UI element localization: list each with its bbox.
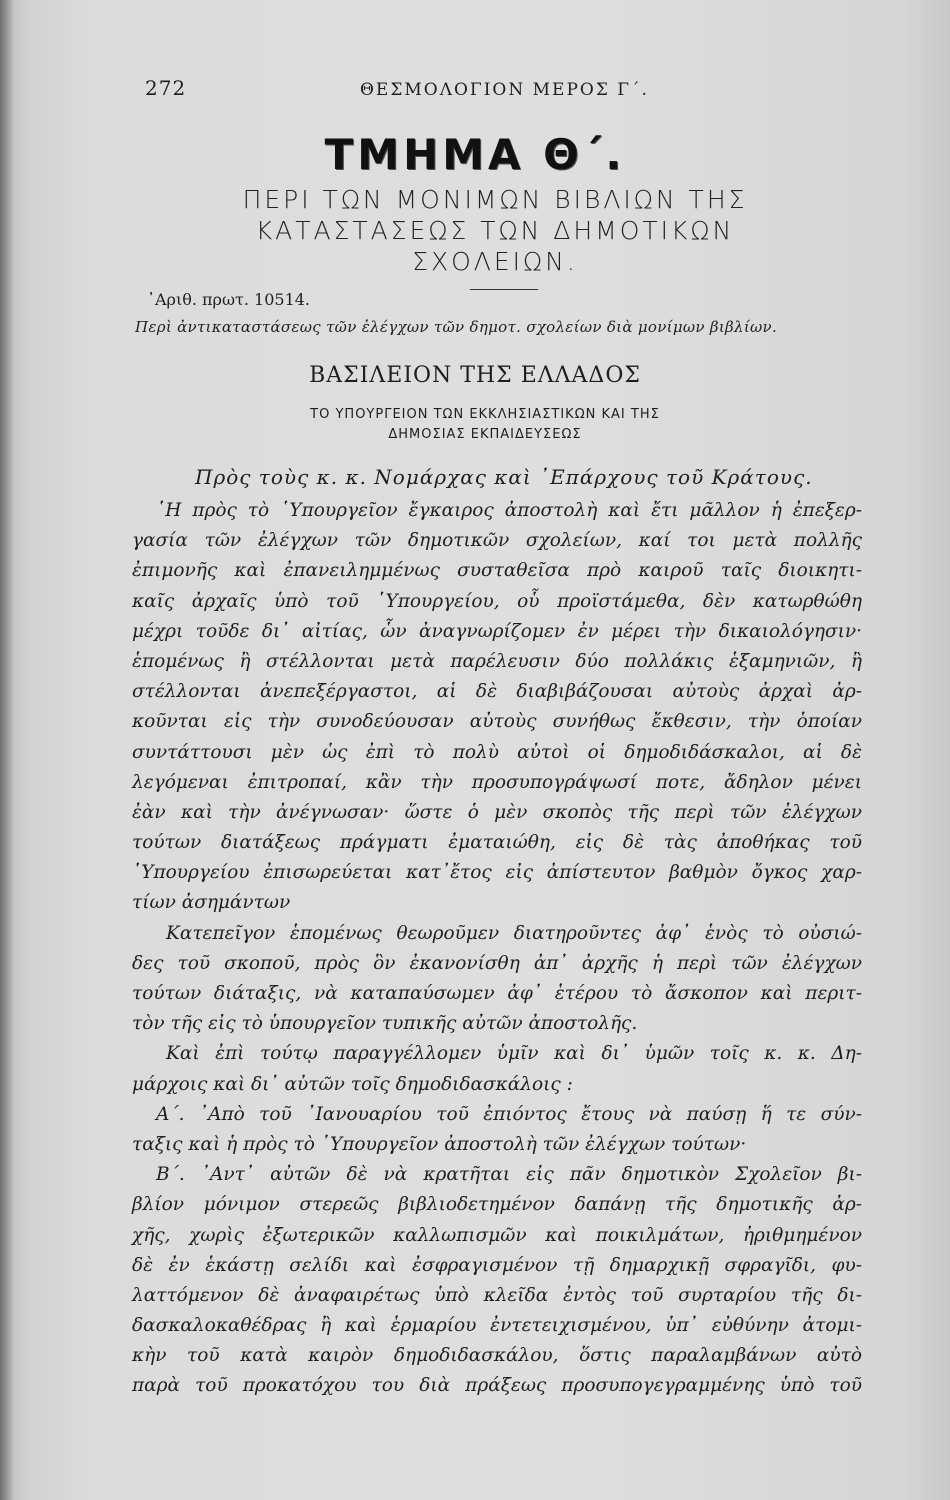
body-line: Κατεπεῖγον ἑπομένως θεωροῦμεν διατηροῦντες ἀφ᾿ ἑνὸς τὸ οὐσιώ-	[166, 922, 862, 944]
page-header	[145, 76, 735, 106]
body-line: ῾Υπουργείου ἐπισωρεύεται κατ᾿ἔτος εἰς ἀπίστευτον βαθμὸν ὄγκος χαρ-	[132, 862, 862, 884]
body-line: Α΄. ᾿Απὸ τοῦ ᾿Ιανουαρίου τοῦ ἐπιόντος ἔτους νὰ παύσῃ ἥ τε σύν-	[156, 1103, 862, 1125]
page-number: 272	[145, 76, 187, 100]
body-line: γασία τῶν ἐλέγχων τῶν δημοτικῶν σχολείων, καί τοι μετὰ πολλῆς	[132, 530, 862, 552]
body-line: δὲ ἐν ἑκάστῃ σελίδι καὶ ἐσφραγισμένον τῇ δημαρχικῇ σφραγῖδι, φυ-	[132, 1254, 862, 1276]
body-line: ταξις καὶ ἡ πρὸς τὸ ῾Υπουργεῖον ἀποστολὴ τῶν ἐλέγχων τούτων·	[132, 1133, 747, 1155]
body-line: μέχρι τοῦδε δι᾿ αἰτίας, ὧν ἀναγνωρίζομεν ἐν μέρει τὴν δικαιολόγησιν·	[132, 620, 862, 642]
body-line: τίων ἀσημάντων	[132, 892, 291, 914]
body-line: μάρχοις καὶ δι᾿ αὐτῶν τοῖς δημοδιδασκάλοις :	[132, 1073, 573, 1095]
body-text	[132, 496, 862, 1402]
subject-line: Περὶ ἀντικαταστάσεως τῶν ἐλέγχων τῶν δημοτ. σχολείων διὰ μονίμων βιβλίων.	[135, 318, 778, 336]
body-line: δασκαλοκαθέδρας ἢ καὶ ἑρμαρίου ἐντετειχισμένου, ὑπ᾿ εὐθύνην ἀτομι-	[132, 1315, 862, 1337]
ministry-line: ΔΗΜΟΣΙΑΣ ΕΚΠΑΙΔΕΥΣΕΩΣ	[388, 427, 582, 442]
kingdom-heading: ΒΑΣΙΛΕΙΟΝ ΤΗΣ ΕΛΛΑΔΟΣ	[309, 363, 641, 388]
body-line: παρὰ τοῦ προκατόχου του διὰ πράξεως προσυπογεγραμμένης ὑπὸ τοῦ	[132, 1375, 862, 1397]
heading-line: ΚΑΤΑΣΤΑΣΕΩΣ ΤΩΝ ΔΗΜΟΤΙΚΩΝ	[255, 216, 735, 245]
body-line: λεγόμεναι ἐπιτροπαί, κἂν τὴν προσυπογράψωσί ποτε, ἄδηλον μένει	[132, 771, 862, 793]
body-line: ἐπιμονῆς καὶ ἐπανειλημμένως συσταθεῖσα πρὸ καιροῦ ταῖς διοικητι-	[132, 560, 862, 582]
body-line: χῆς, χωρὶς ἐξωτερικῶν καλλωπισμῶν καὶ ποικιλμάτων, ἠριθμημένον	[132, 1224, 862, 1246]
body-line: τὸν τῆς εἰς τὸ ὑπουργεῖον τυπικῆς αὐτῶν ἀποστολῆς.	[132, 1013, 638, 1035]
body-line: τούτων διάταξις, νὰ καταπαύσωμεν ἀφ᾿ ἑτέρου τὸ ἄσκοπον καὶ περιτ-	[132, 983, 862, 1004]
body-line: ἐὰν καὶ τὴν ἀνέγνωσαν· ὥστε ὁ μὲν σκοπὸς τῆς περὶ τῶν ἐλέγχων	[132, 801, 862, 823]
body-line: ῾Η πρὸς τὸ ῾Υπουργεῖον ἔγκαιρος ἀποστολὴ καὶ ἔτι μᾶλλον ἡ ἐπεξερ-	[156, 500, 862, 521]
body-line: Β΄. ᾿Αντ᾿ αὐτῶν δὲ νὰ κρατῆται εἰς πᾶν δημοτικὸν Σχολεῖον βι-	[156, 1164, 862, 1186]
main-heading	[170, 184, 820, 277]
divider-rule	[470, 289, 538, 290]
ministry-heading	[195, 405, 775, 445]
body-line: κοῦνται εἰς τὴν συνοδεύουσαν αὐτοὺς συνήθως ἔκθεσιν, τὴν ὁποίαν	[132, 711, 862, 733]
body-line: καῖς ἀρχαῖς ὑπὸ τοῦ ῾Υπουργείου, οὗ προϊστάμεθα, δὲν κατωρθώθη	[132, 590, 862, 612]
addressee-line: Πρὸς τοὺς κ. κ. Νομάρχας καὶ ᾿Επάρχους τοῦ Κράτους.	[195, 465, 813, 489]
reference-number: ᾿Αριθ. πρωτ. 10514.	[147, 290, 311, 309]
body-line: λαττόμενον δὲ ἀναφαιρέτως ὑπὸ κλεῖδα ἐντὸς τοῦ συρταρίου τῆς δι-	[132, 1284, 862, 1306]
body-line: Καὶ ἐπὶ τούτῳ παραγγέλλομεν ὑμῖν καὶ δι᾿ ὑμῶν τοῖς κ. κ. Δη-	[166, 1043, 862, 1065]
running-head: ΘΕΣΜΟΛΟΓΙΟΝ ΜΕΡΟΣ Γ΄.	[360, 80, 649, 100]
body-line: ἑπομένως ἢ στέλλονται μετὰ παρέλευσιν δύο πολλάκις ἑξαμηνιῶν, ἢ	[132, 650, 862, 672]
body-line: συντάττουσι μὲν ὡς ἐπὶ τὸ πολὺ αὐτοὶ οἱ δημοδιδάσκαλοι, αἱ δὲ	[132, 741, 862, 763]
body-line: βλίον μόνιμον στερεῶς βιβλιοδετημένον δαπάνῃ τῆς δημοτικῆς ἀρ-	[132, 1194, 862, 1216]
heading-line: ΣΧΟΛΕΙΩΝ.	[412, 247, 578, 276]
section-title: ΤΜΗΜΑ Θ΄.	[324, 130, 626, 179]
heading-line: ΠΕΡΙ ΤΩΝ ΜΟΝΙΜΩΝ ΒΙΒΛΙΩΝ ΤΗΣ	[242, 185, 748, 214]
ministry-line: ΤΟ ΥΠΟΥΡΓΕΙΟΝ ΤΩΝ ΕΚΚΛΗΣΙΑΣΤΙΚΩΝ ΚΑΙ ΤΗΣ	[310, 407, 660, 422]
body-line: τούτων διατάξεως πράγματι ἐματαιώθη, εἰς δὲ τὰς ἀποθήκας τοῦ	[132, 832, 862, 854]
body-line: δες τοῦ σκοποῦ, πρὸς ὃν ἐκανονίσθη ἀπ᾿ ἀρχῆς ἡ περὶ τῶν ἐλέγχων	[132, 952, 862, 974]
page-edge-shadow	[0, 0, 14, 1500]
body-line: κὴν τοῦ κατὰ καιρὸν δημοδιδασκάλου, ὅστις παραλαμβάνων αὐτὸ	[132, 1345, 862, 1367]
body-line: στέλλονται ἀνεπεξέργαστοι, αἱ δὲ διαβιβάζουσαι αὐτοὺς ἀρχαὶ ἀρ-	[132, 681, 862, 703]
